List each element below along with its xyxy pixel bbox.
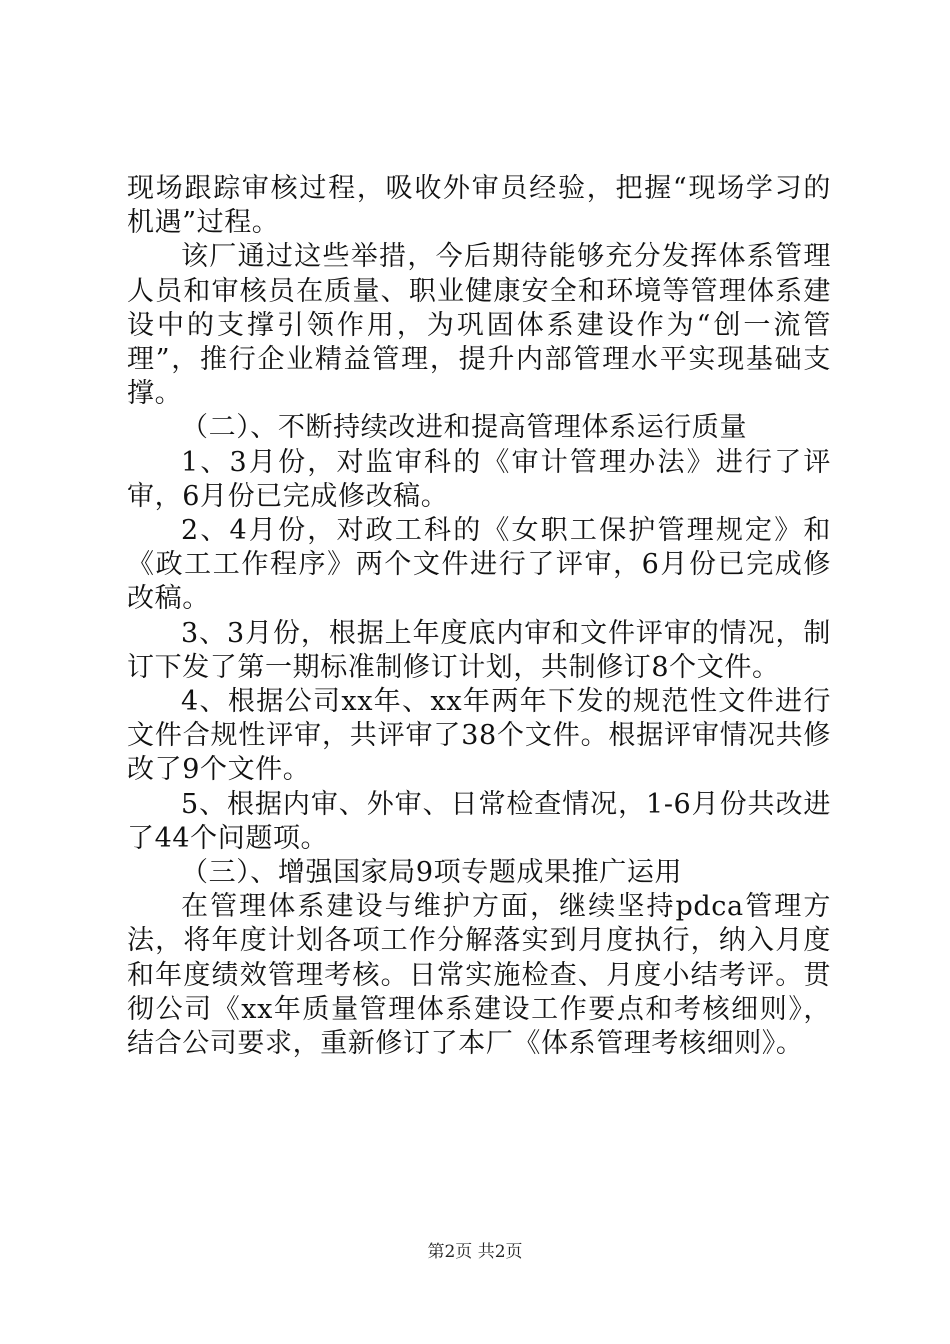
list-item-4: 4、根据公司xx年、xx年两年下发的规范性文件进行文件合规性评审，共评审了38个文件。根据评审情况共修改了9个文件。 [127, 686, 831, 786]
list-item-2: 2、4月份，对政工科的《女职工保护管理规定》和《政工工作程序》两个文件进行了评审，6月份已完成修改稿。 [127, 515, 831, 615]
section-heading-2: （二）、不断持续改进和提高管理体系运行质量 [181, 412, 748, 444]
section-heading-3: （三）、增强国家局9项专题成果推广运用 [181, 857, 683, 889]
paragraph-management: 在管理体系建设与维护方面，继续坚持pdca管理方法，将年度计划各项工作分解落实到月度执行，纳入月度和年度绩效管理考核。日常实施检查、月度小结考评。贯彻公司《xx年质量管理体系建设工作要点和考核细则》，结合公司要求，重新修订了本厂《体系管理考核细则》。 [127, 891, 831, 1060]
list-item-5: 5、根据内审、外审、日常检查情况，1-6月份共改进了44个问题项。 [127, 788, 831, 854]
paragraph-continuation: 现场跟踪审核过程，吸收外审员经验，把握“现场学习的机遇”过程。 [127, 173, 831, 239]
page-number-footer: 第2页 共2页 [427, 1242, 523, 1262]
paragraph-summary: 该厂通过这些举措，今后期待能够充分发挥体系管理人员和审核员在质量、职业健康安全和环境等管理体系建设中的支撑引领作用，为巩固体系建设作为“创一流管理”，推行企业精益管理，提升内部管理水平实现基础支撑。 [127, 241, 831, 410]
document-body [127, 172, 831, 1061]
list-item-1: 1、3月份，对监审科的《审计管理办法》进行了评审，6月份已完成修改稿。 [127, 446, 831, 512]
list-item-3: 3、3月份，根据上年度底内审和文件评审的情况，制订下发了第一期标准制修订计划，共制修订8个文件。 [127, 617, 831, 683]
